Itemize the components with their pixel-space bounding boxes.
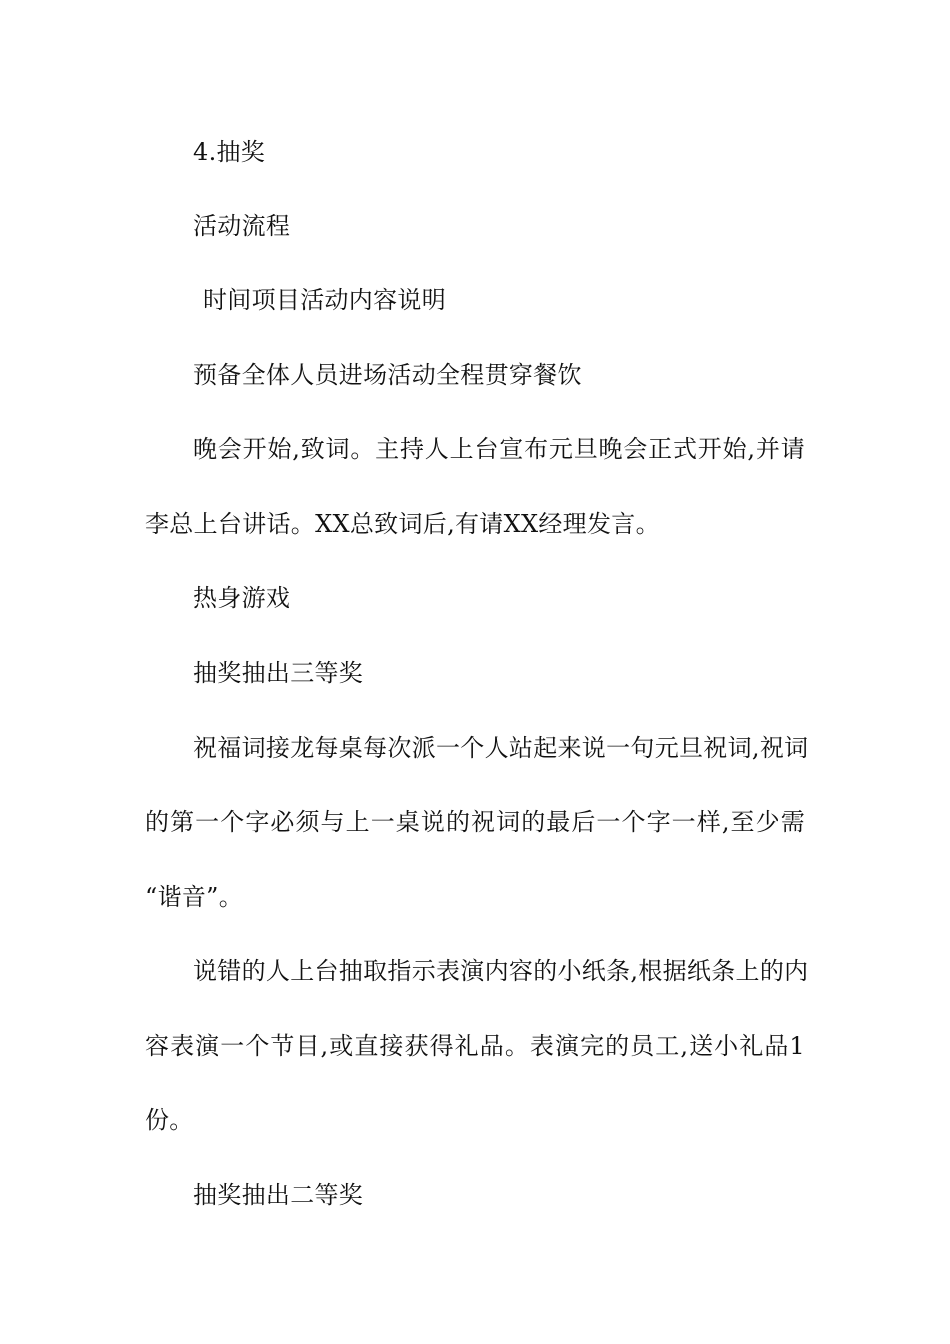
paragraph-blessing-line-3: “谐音”。 xyxy=(145,883,244,911)
section-heading-activity-flow: 活动流程 xyxy=(193,212,291,240)
paragraph-performance-line-3: 份。 xyxy=(145,1106,194,1134)
paragraph-blessing-line-1: 祝福词接龙每桌每次派一个人站起来说一句元旦祝词,祝词 xyxy=(193,734,809,762)
paragraph-third-prize: 抽奖抽出三等奖 xyxy=(193,659,364,687)
table-header-line: 时间项目活动内容说明 xyxy=(203,286,446,314)
section-heading-lottery: 4.抽奖 xyxy=(193,138,266,166)
paragraph-second-prize: 抽奖抽出二等奖 xyxy=(193,1181,364,1209)
paragraph-performance-line-1: 说错的人上台抽取指示表演内容的小纸条,根据纸条上的内 xyxy=(193,957,809,985)
paragraph-preparation: 预备全体人员进场活动全程贯穿餐饮 xyxy=(193,361,582,389)
paragraph-warmup-game: 热身游戏 xyxy=(193,584,291,612)
paragraph-opening-line-1: 晚会开始,致词。主持人上台宣布元旦晚会正式开始,并请 xyxy=(193,435,805,463)
paragraph-performance-line-2: 容表演一个节目,或直接获得礼品。表演完的员工,送小礼品1 xyxy=(145,1032,805,1060)
paragraph-blessing-line-2: 的第一个字必须与上一桌说的祝词的最后一个字一样,至少需 xyxy=(145,808,805,836)
paragraph-opening-line-2: 李总上台讲话。XX总致词后,有请XX经理发言。 xyxy=(145,510,660,538)
